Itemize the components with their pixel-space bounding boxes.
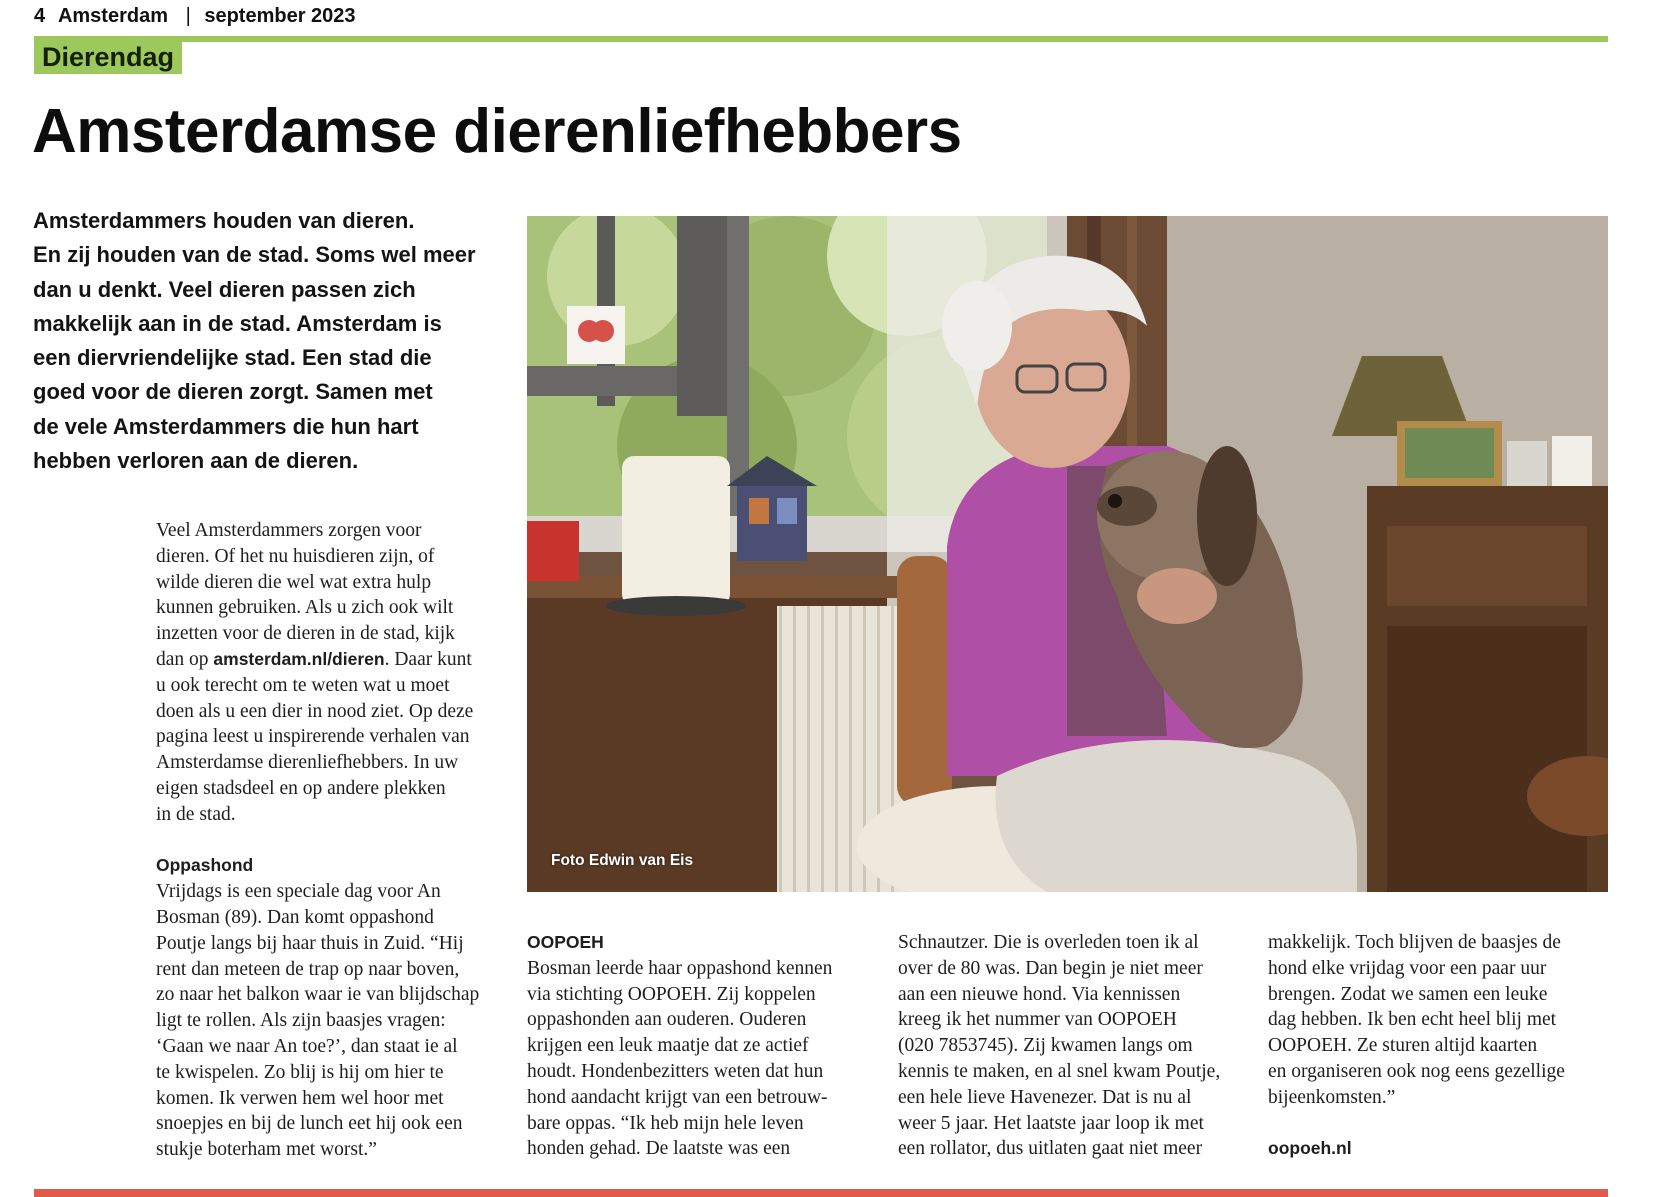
body-line: weer 5 jaar. Het laatste jaar loop ik met [898, 1112, 1204, 1134]
body-line: pagina leest u inspirerende verhalen van [156, 726, 470, 748]
intro-line: makkelijk aan in de stad. Amsterdam is [33, 310, 442, 336]
section-tag: Dierendag [34, 40, 182, 74]
oopoeh-link[interactable]: oopoeh.nl [1268, 1138, 1352, 1159]
body-line: hond aandacht krijgt van een betrouw- [527, 1086, 828, 1108]
page-title: Amsterdamse dierenliefhebbers [32, 97, 962, 166]
body-line: in de stad. [156, 803, 236, 825]
body-line: te kwispelen. Zo blij is hij om hier te [156, 1061, 444, 1083]
body-line: over de 80 was. Dan begin je niet meer [898, 957, 1203, 979]
header-separator: | [185, 5, 191, 27]
body-line: eigen stadsdeel en op andere plekken [156, 777, 446, 799]
body-line: kreeg ik het nummer van OOPOEH [898, 1009, 1177, 1031]
body-line: hond elke vrijdag voor een paar uur [1268, 957, 1547, 979]
article-column-2 [527, 930, 832, 1162]
body-line: doen als u een dier in nood ziet. Op deze [156, 700, 474, 722]
article-column-4 [1268, 930, 1565, 1162]
body-line: kunnen gebruiken. Als u zich ook wilt [156, 597, 454, 619]
body-line: kennis te maken, en al snel kwam Poutje, [898, 1060, 1221, 1082]
paragraph-gap [1268, 1111, 1565, 1137]
footer-rule [34, 1189, 1608, 1197]
intro-line: dan u denkt. Veel dieren passen zich [33, 276, 416, 302]
body-line: aan een nieuwe hond. Via kennissen [898, 983, 1181, 1005]
body-line: een rollator, dus uitlaten gaat niet meer [898, 1138, 1203, 1160]
body-line: een hele lieve Havenezer. Dat is nu al [898, 1086, 1192, 1108]
body-line: inzetten voor de dieren in de stad, kijk [156, 623, 455, 645]
body-line: krijgen een leuk maatje dat ze actief [527, 1035, 809, 1057]
body-line: zo naar het balkon waar ie van blijdschap [156, 984, 480, 1006]
article-column-1 [156, 518, 479, 1163]
body-line: dag hebben. Ik ben echt heel blij met [1268, 1009, 1557, 1031]
body-line: brengen. Zodat we samen een leuke [1268, 983, 1548, 1005]
body-line: (020 7853745). Zij kwamen langs om [898, 1035, 1193, 1057]
page-header [34, 4, 364, 28]
photo-credit: Foto Edwin van Eis [551, 852, 694, 869]
body-line: en organiseren ook nog eens gezellige [1268, 1060, 1565, 1082]
body-line: bijeenkomsten.” [1268, 1086, 1396, 1108]
body-line: ‘Gaan we naar An toe?’, dan staat ie al [156, 1035, 458, 1057]
body-line: makkelijk. Toch blijven de baasjes de [1268, 932, 1561, 953]
intro-line: En zij houden van de stad. Soms wel meer [33, 242, 476, 268]
body-line: Bosman leerde haar oppashond kennen [527, 957, 833, 979]
body-line: stukje boterham met worst.” [156, 1139, 377, 1161]
subheading-oppashond: Oppashond [156, 855, 254, 876]
body-line-with-link [156, 647, 479, 673]
intro-line: de vele Amsterdammers die hun hart [33, 413, 419, 439]
intro-line: hebben verloren aan de dieren. [33, 448, 359, 474]
body-line: honden gehad. De laatste was een [527, 1138, 791, 1160]
paragraph-gap [156, 828, 479, 854]
body-line: via stichting OOPOEH. Zij koppelen [527, 983, 816, 1005]
intro-paragraph [33, 204, 493, 478]
link-suffix: . Daar kunt [384, 648, 472, 670]
issue-date: september 2023 [204, 5, 356, 27]
subheading-oopoeh: OOPOEH [527, 932, 604, 952]
intro-line: Amsterdammers houden van dieren. [33, 208, 415, 233]
body-line: Bosman (89). Dan komt oppashond [156, 906, 434, 928]
body-line: komen. Ik verwen hem wel hoor met [156, 1087, 444, 1109]
body-line: wilde dieren die wel wat extra hulp [156, 571, 432, 593]
publication-name: Amsterdam [57, 5, 168, 27]
intro-line: goed voor de dieren zorgt. Samen met [33, 379, 433, 405]
article-column-3 [898, 930, 1220, 1162]
body-line: Veel Amsterdammers zorgen voor [156, 520, 422, 541]
body-line: bare oppas. “Ik heb mijn hele leven [527, 1112, 804, 1134]
amsterdam-dieren-link[interactable]: amsterdam.nl/dieren [213, 648, 385, 669]
section-rule [34, 36, 1608, 42]
page-number: 4 [34, 5, 46, 27]
body-line: Schnautzer. Die is overleden toen ik al [898, 932, 1199, 953]
body-line: Vrijdags is een speciale dag voor An [156, 881, 441, 903]
photo-illustration [527, 216, 1608, 892]
body-line: u ook terecht om te weten wat u moet [156, 674, 450, 696]
body-line: Poutje langs bij haar thuis in Zuid. “Hij [156, 932, 464, 954]
intro-line: een diervriendelijke stad. Een stad die [33, 345, 432, 371]
body-line: ligt te rollen. Als zijn baasjes vragen: [156, 1010, 446, 1032]
article-photo [527, 216, 1608, 892]
body-line: OOPOEH. Ze sturen altijd kaarten [1268, 1035, 1538, 1057]
body-line: houdt. Hondenbezitters weten dat hun [527, 1060, 824, 1082]
body-line: oppashonden aan ouderen. Ouderen [527, 1009, 807, 1031]
body-line: rent dan meteen de trap op naar boven, [156, 958, 460, 980]
body-line: dieren. Of het nu huisdieren zijn, of [156, 545, 435, 567]
body-line: Amsterdamse dierenliefhebbers. In uw [156, 752, 459, 774]
link-prefix: dan op [156, 648, 214, 670]
body-line: snoepjes en bij de lunch eet hij ook een [156, 1113, 463, 1135]
